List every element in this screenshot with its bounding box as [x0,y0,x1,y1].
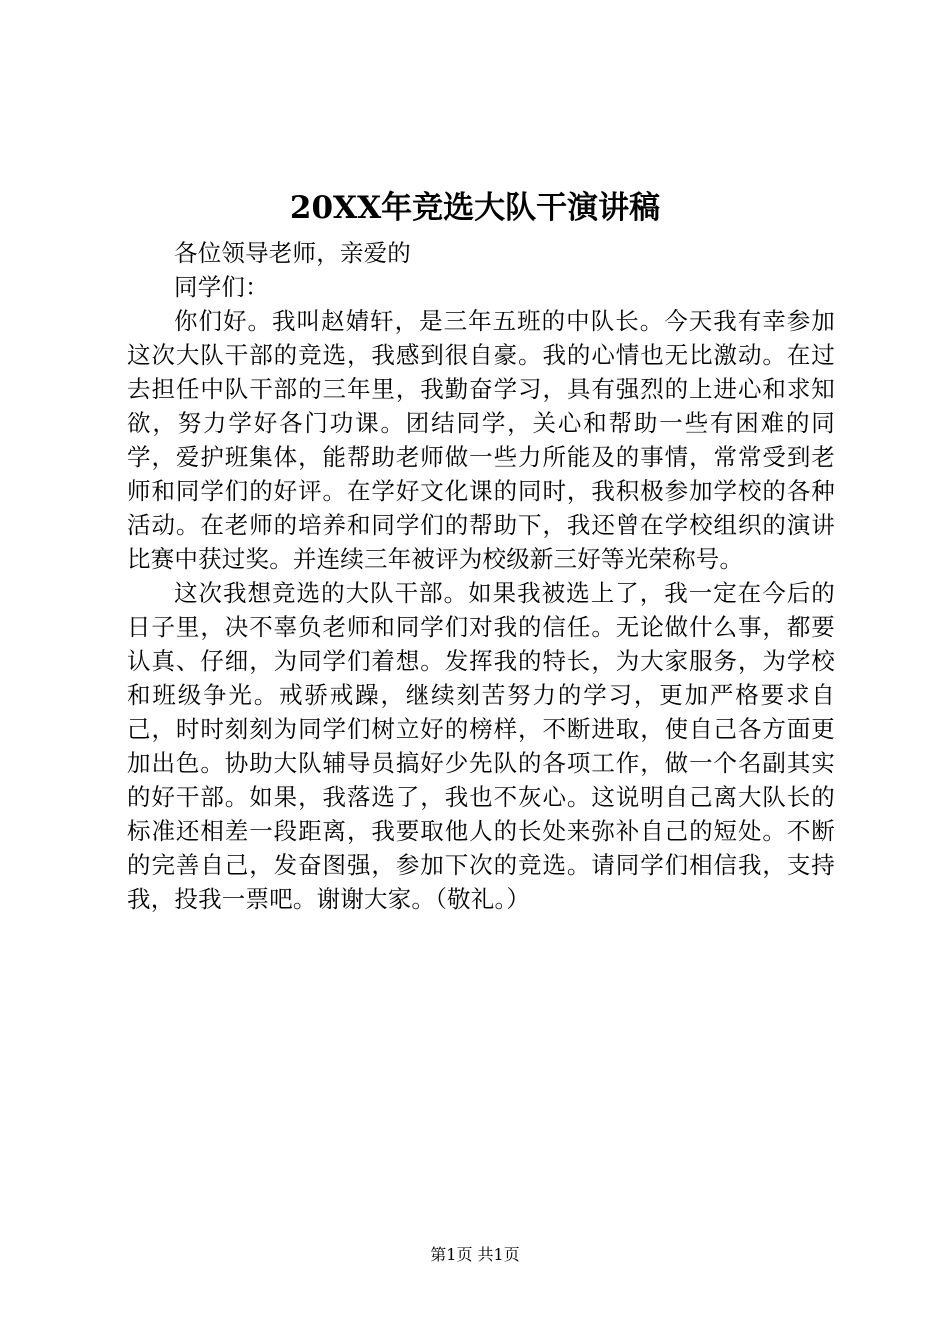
paragraph-commitment: 这次我想竞选的大队干部。如果我被选上了，我一定在今后的日子里，决不辜负老师和同学们对我的信任。无论做什么事，都要认真、仔细，为同学们着想。发挥我的特长，为大家服务，为学校和班级争光。戒骄戒躁，继续刻苦努力的学习，更加严格要求自己，时时刻刻为同学们树立好的榜样，不断进取，使自己各方面更加出色。协助大队辅导员搞好少先队的各项工作，做一个名副其实的好干部。如果，我落选了，我也不灰心。这说明自己离大队长的标准还相差一段距离，我要取他人的长处来弥补自己的短处。不断的完善自己，发奋图强，参加下次的竞选。请同学们相信我，支持我，投我一票吧。谢谢大家。（敬礼。） [127,579,835,913]
salutation-line-1: 各位领导老师，亲爱的 [174,239,411,267]
salutation-line-2: 同学们： [174,273,269,301]
page-number-footer: 第1页 共1页 [430,1245,520,1264]
paragraph-introduction: 你们好。我叫赵婧轩，是三年五班的中队长。今天我有幸参加这次大队干部的竞选，我感到很自豪。我的心情也无比激动。在过去担任中队干部的三年里，我勤奋学习，具有强烈的上进心和求知欲，努力学好各门功课。团结同学，关心和帮助一些有困难的同学，爱护班集体，能帮助老师做一些力所能及的事情，常常受到老师和同学们的好评。在学好文化课的同时，我积极参加学校的各种活动。在老师的培养和同学们的帮助下，我还曾在学校组织的演讲比赛中获过奖。并连续三年被评为校级新三好等光荣称号。 [127,307,835,573]
document-title: 20XX年竞选大队干演讲稿 [289,190,661,226]
document-body [127,236,835,916]
